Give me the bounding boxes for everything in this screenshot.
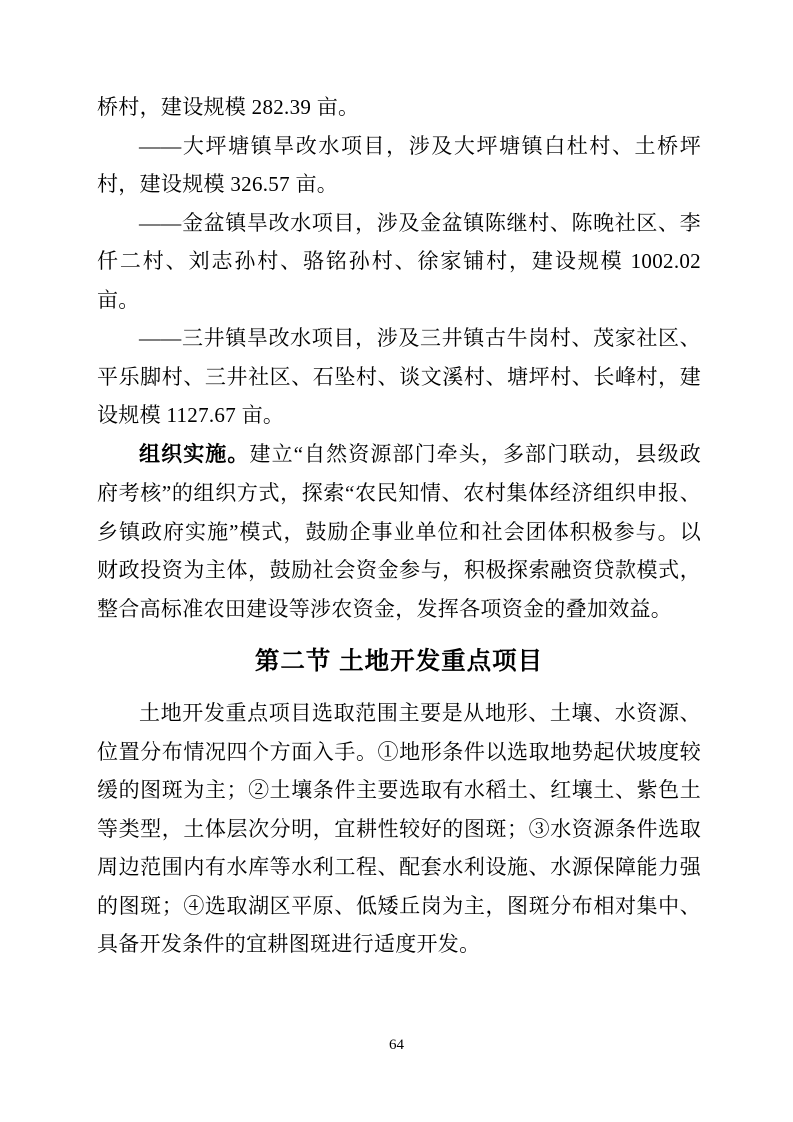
- paragraph-project-sanjing: [97, 319, 701, 435]
- paragraph-text: 建立“自然资源部门牵头，多部门联动，县级政府考核”的组织方式，探索“农民知情、农村集体经济组织申报、乡镇政府实施”模式，鼓励企事业单位和社会团体积极参与。以财政投资为主体，鼓励社会资金参与，积极探索融资贷款模式，整合高标准农田建设等涉农资金，发挥各项资金的叠加效益。: [97, 441, 702, 621]
- paragraph-text: ——大坪塘镇旱改水项目，涉及大坪塘镇白杜村、土桥坪村，建设规模 326.57 亩。: [97, 133, 701, 196]
- paragraph-lead-bold: 组织实施。: [139, 442, 250, 466]
- paragraph-text: 桥村，建设规模 282.39 亩。: [97, 95, 360, 119]
- section-heading: 第二节 土地开发重点项目: [254, 648, 544, 675]
- page-content: [97, 88, 701, 964]
- paragraph-project-jinpen: [97, 204, 701, 320]
- paragraph-text: 土地开发重点项目选取范围主要是从地形、土壤、水资源、位置分布情况四个方面入手。①地形条件以选取地势起伏坡度较缓的图斑为主；②土壤条件主要选取有水稻土、红壤土、紫色土等类型，土体层次分明，宜耕性较好的图斑；③水资源条件选取周边范围内有水库等水利工程、配套水利设施、水源保障能力强的图斑；④选取湖区平原、低矮丘岗为主，图斑分布相对集中、具备开发条件的宜耕图斑进行适度开发。: [97, 701, 701, 956]
- paragraph-organization: [97, 435, 701, 629]
- paragraph-project-dapingtang: [97, 127, 701, 204]
- paragraph-selection-criteria: [97, 694, 701, 964]
- paragraph-text: ——三井镇旱改水项目，涉及三井镇古牛岗村、茂家社区、平乐脚村、三井社区、石坠村、谈文溪村、塘坪村、长峰村，建设规模 1127.67 亩。: [97, 326, 701, 427]
- paragraph-continuation: [97, 88, 701, 127]
- paragraph-text: ——金盆镇旱改水项目，涉及金盆镇陈继村、陈晚社区、李仟二村、刘志孙村、骆铭孙村、徐家铺村，建设规模 1002.02 亩。: [97, 210, 701, 312]
- page-number: 64: [389, 1037, 404, 1053]
